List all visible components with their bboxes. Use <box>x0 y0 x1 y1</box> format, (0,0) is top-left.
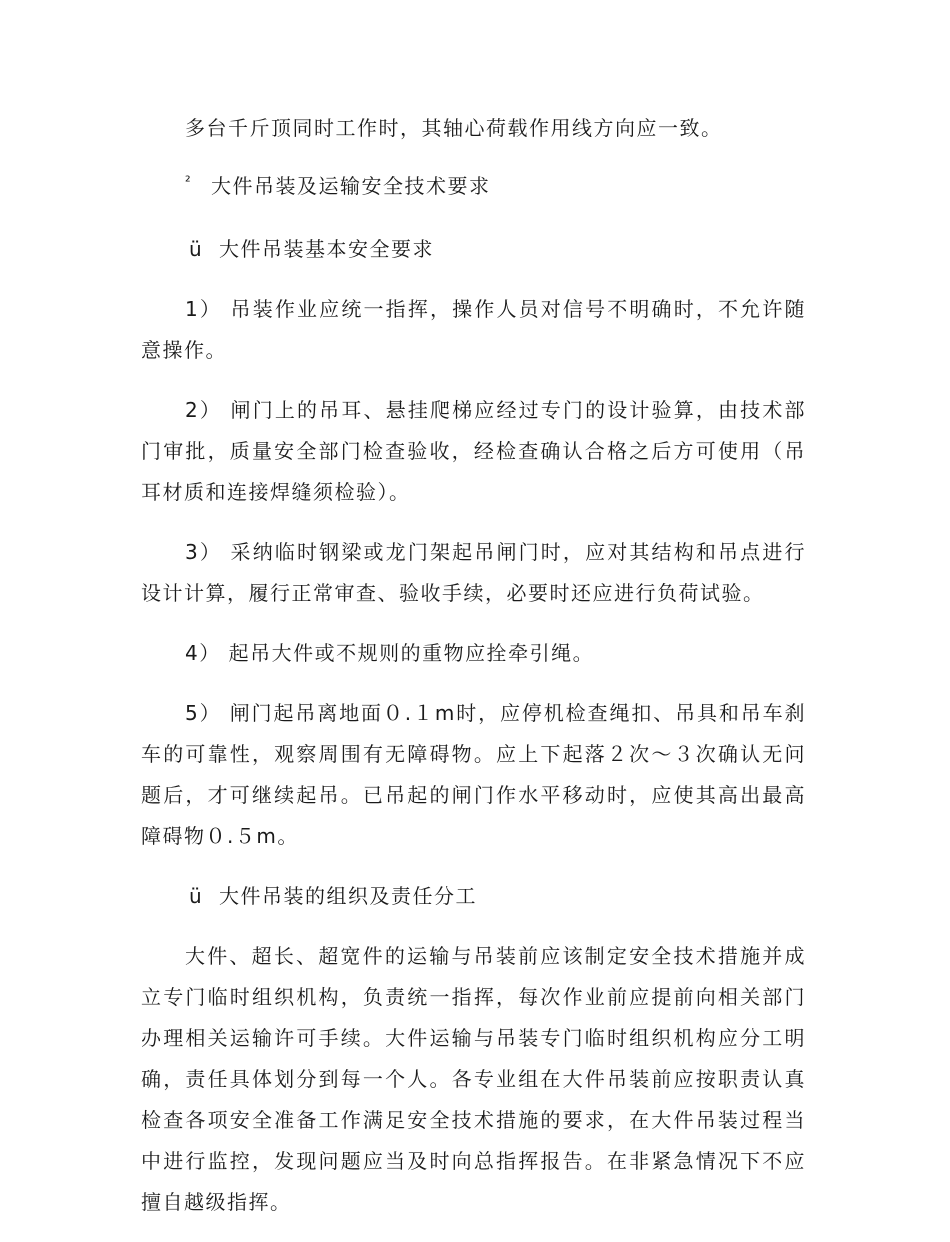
checkmark-bullet-icon: ü <box>189 884 204 908</box>
body-paragraph: 大件、超长、超宽件的运输与吊装前应该制定安全技术措施并成立专门临时组织机构，负责统一指挥，每次作业前应提前向相关部门办理相关运输许可手续。大件运输与吊装专门临时组织机构应分工明确，责任具体划分到每一个人。各专业组在大件吊装前应按职责认真检查各项安全准备工作满足安全技术措施的要求，在大件吊装过程当中进行监控，发现问题应当及时向总指挥报告。在非紧急情况下不应擅自越级指挥。 <box>141 944 806 1214</box>
list-item-4: 4） 起吊大件或不规则的重物应拴牵引绳。 <box>185 641 595 665</box>
list-item-2: 2） 闸门上的吊耳、悬挂爬梯应经过专门的设计验算，由技术部门审批，质量安全部门检查验收，经检查确认合格之后方可使用（吊耳材质和连接焊缝须检验）。 <box>141 398 806 504</box>
subsection-title: 大件吊装基本安全要求 <box>219 237 434 261</box>
list-item-5: 5） 闸门起吊离地面０.１m时，应停机检查绳扣、吊具和吊车刹车的可靠性，观察周围有无障碍物。应上下起落２次～３次确认无问题后，才可继续起吊。已吊起的闸门作水平移动时，应使其高出最高障碍物０.５m。 <box>141 701 806 848</box>
section-heading <box>141 166 806 210</box>
section-title: 大件吊装及运输安全技术要求 <box>211 174 491 198</box>
section-bullet-icon: ² <box>185 174 193 190</box>
checkmark-bullet-icon: ü <box>189 237 204 261</box>
list-item-3: 3） 采纳临时钢梁或龙门架起吊闸门时，应对其结构和吊点进行设计计算，履行正常审查、验收手续，必要时还应进行负荷试验。 <box>141 540 806 605</box>
intro-paragraph: 多台千斤顶同时工作时，其轴心荷载作用线方向应一致。 <box>185 116 723 140</box>
subsection-title: 大件吊装的组织及责任分工 <box>219 884 477 908</box>
subsection-heading-basic <box>141 229 806 270</box>
document-body <box>141 108 806 1242</box>
list-item-1: 1） 吊装作业应统一指挥，操作人员对信号不明确时，不允许随意操作。 <box>141 297 806 362</box>
subsection-heading-organization <box>141 876 806 917</box>
